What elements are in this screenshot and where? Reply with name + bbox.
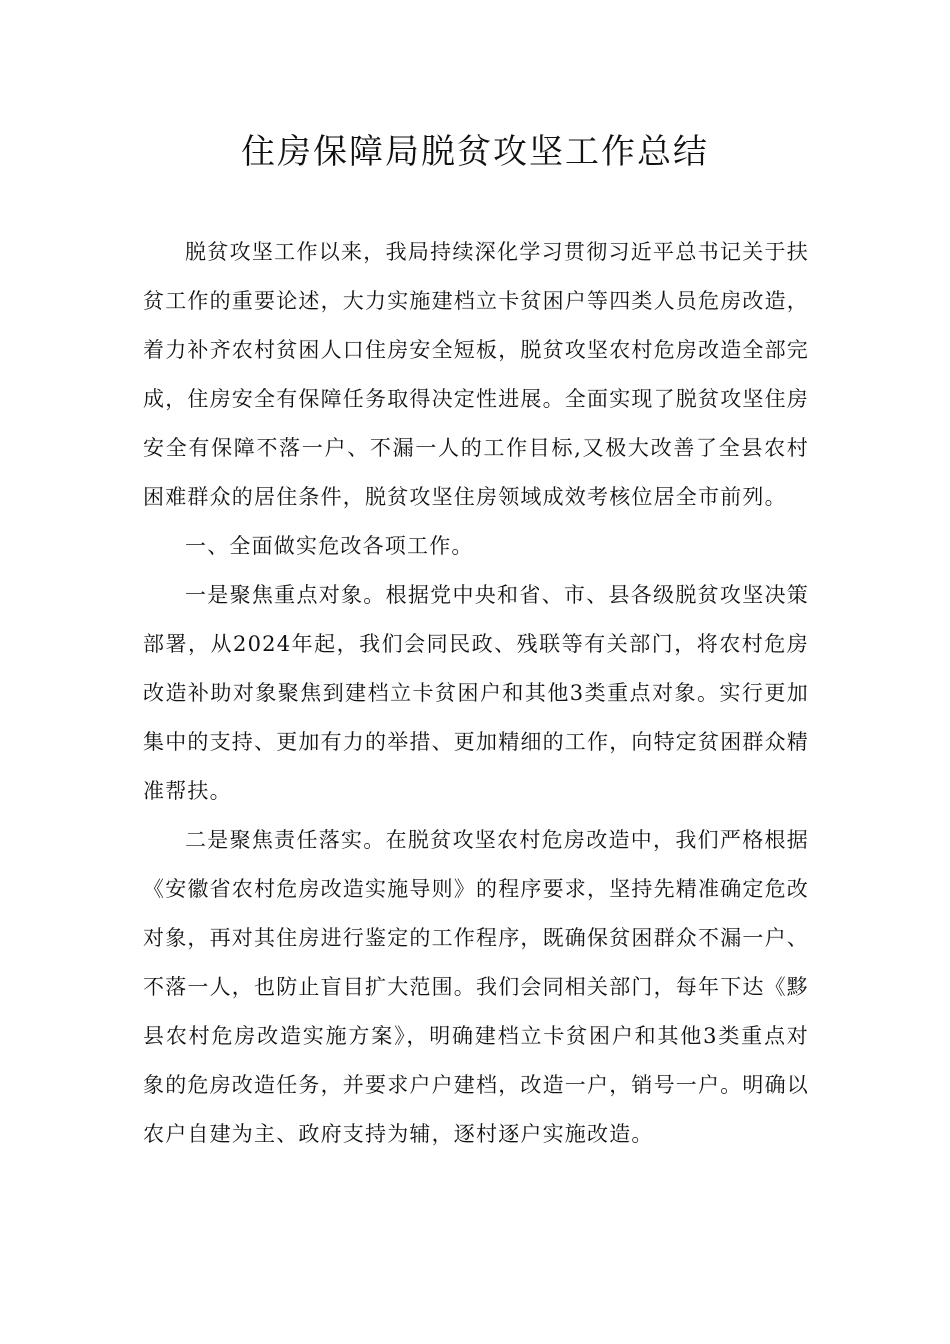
section-heading-1: 一、全面做实危改各项工作。 <box>185 534 474 558</box>
paragraph-focus-responsibility: 二是聚焦责任落实。在脱贫攻坚农村危房改造中，我们严格根据《安徽省农村危房改造实施导则》的程序要求，坚持先精准确定危改对象，再对其住房进行鉴定的工作程序，既确保贫困群众不漏一户、不落一人，也防止盲目扩大范围。我们会同相关部门，每年下达《黟县农村危房改造实施方案》，明确建档立卡贫困户和其他3类重点对象的危房改造任务，并要求户户建档，改造一户，销号一户。明确以农户自建为主、政府支持为辅，逐村逐户实施改造。 <box>143 828 809 1146</box>
document-title: 住房保障局脱贫攻坚工作总结 <box>241 132 709 172</box>
paragraph-intro: 脱贫攻坚工作以来，我局持续深化学习贯彻习近平总书记关于扶贫工作的重要论述，大力实施建档立卡贫困户等四类人员危房改造，着力补齐农村贫困人口住房安全短板，脱贫攻坚农村危房改造全部完成，住房安全有保障任务取得决定性进展。全面实现了脱贫攻坚住房安全有保障不落一户、不漏一人的工作目标,又极大改善了全县农村困难群众的居住条件，脱贫攻坚住房领域成效考核位居全市前列。 <box>143 240 809 509</box>
document-body <box>143 228 809 1159</box>
paragraph-focus-targets: 一是聚焦重点对象。根据党中央和省、市、县各级脱贫攻坚决策部署，从2024年起，我们会同民政、残联等有关部门，将农村危房改造补助对象聚焦到建档立卡贫困户和其他3类重点对象。实行更加集中的支持、更加有力的举措、更加精细的工作，向特定贫困群众精准帮扶。 <box>143 583 809 803</box>
